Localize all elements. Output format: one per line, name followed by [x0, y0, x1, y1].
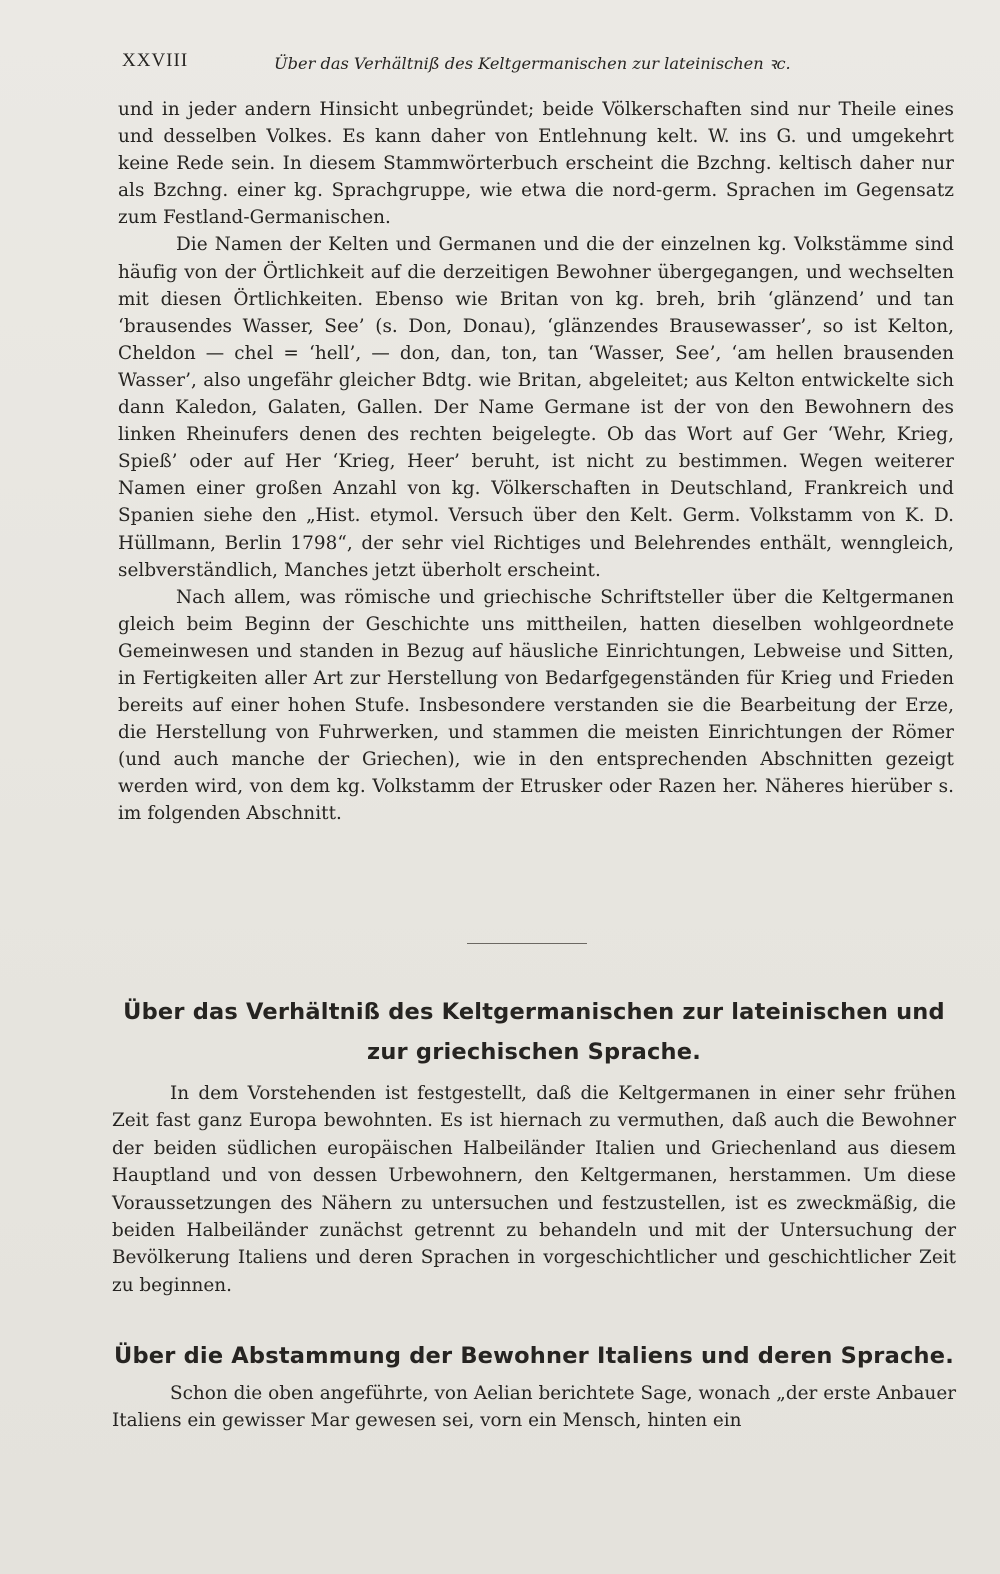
section-abstammung-italien	[112, 1336, 956, 1435]
paragraph-culture: Nach allem, was römische und griechische Schriftsteller über die Keltgermanen gleich beim Beginn der Geschichte uns mittheilen, hatten dieselben wohlgeordnete Gemeinwesen und standen in Bezug auf häusliche Einrichtungen, Lebweise und Sitten, in Fertigkeiten aller Art zur Herstellung von Bedarfgegenständen für Krieg und Frieden bereits auf einer hohen Stufe. Insbesondere verstanden sie die Bearbeitung der Erze, die Herstellung von Fuhrwerken, und stammen die meisten Einrichtungen der Römer (und auch manche der Griechen), wie in den entsprechenden Abschnitten gezeigt werden wird, von dem kg. Volkstamm der Etrusker oder Razen her. Näheres hierüber s. im folgenden Abschnitt.	[118, 586, 954, 825]
section-heading: Über das Verhältniß des Keltgermanischen zur lateinischen und zur griechischen Sprache.	[123, 999, 945, 1065]
section-paragraph: In dem Vorstehenden ist festgestellt, daß die Keltgermanen in einer sehr frühen Zeit fast ganz Europa bewohnten. Es ist hiernach zu vermuthen, daß auch die Bewohner der beiden südlichen europäischen Halbeiländer Italien und Griechenland aus diesem Hauptland und von dessen Urbewohnern, den Keltgermanen, herstammen. Um diese Voraussetzungen des Nähern zu untersuchen und festzustellen, ist es zweckmäßig, die beiden Halbeiländer zunächst getrennt zu behandeln und mit der Untersuchung der Bevölkerung Italiens und deren Sprachen in vorgeschichtlicher und geschichtlicher Zeit zu beginnen.	[112, 1083, 956, 1296]
section-divider	[467, 943, 587, 944]
body-text	[118, 96, 954, 828]
paragraph-names: Die Namen der Kelten und Germanen und die der einzelnen kg. Volkstämme sind häufig von der Örtlichkeit auf die derzeitigen Bewohner übergegangen, und wechselten mit diesen Örtlichkeiten. Ebenso wie Britan von kg. breh, brih ‘glänzend’ und tan ‘brausendes Wasser, See’ (s. Don, Donau), ‘glänzendes Brausewasser’, so ist Kelton, Cheldon — chel = ‘hell’, — don, dan, ton, tan ‘Wasser, See’, ‘am hellen brausenden Wasser’, also ungefähr gleicher Bdtg. wie Britan, abgeleitet; aus Kelton entwickelte sich dann Kaledon, Galaten, Gallen. Der Name Germane ist der von den Bewohnern des linken Rheinufers denen des rechten beigelegte. Ob das Wort auf Ger ‘Wehr, Krieg, Spieß’ oder auf Her ‘Krieg, Heer’ beruht, ist nicht zu bestimmen. Wegen weiterer Namen einer großen Anzahl von kg. Völkerschaften in Deutschland, Frankreich und Spanien siehe den „Hist. etymol. Versuch über den Kelt. Germ. Volkstamm von K. D. Hüllmann, Berlin 1798“, der sehr viel Richtiges und Belehrendes enthält, wenngleich, selbverständlich, Manches jetzt überholt erscheint.	[118, 234, 954, 581]
section-heading: Über die Abstammung der Bewohner Italiens und deren Sprache.	[114, 1343, 954, 1369]
running-head-title: Über das Verhältniß des Keltgermanischen zur lateinischen ꝛc.	[274, 54, 791, 73]
section-paragraph: Schon die oben angeführte, von Aelian berichtete Sage, wonach „der erste Anbauer Italiens ein gewisser Mar gewesen sei, vorn ein Mensch, hinten ein	[112, 1383, 956, 1432]
section-keltgermanisch-latein-griechisch	[112, 992, 956, 1299]
running-head	[122, 44, 822, 80]
page-number: XXVIII	[122, 50, 189, 71]
paragraph-continued: und in jeder andern Hinsicht unbegründet; beide Völkerschaften sind nur Theile eines und desselben Volkes. Es kann daher von Entlehnung kelt. W. ins G. und umgekehrt keine Rede sein. In diesem Stammwörterbuch erscheint die Bzchng. keltisch daher nur als Bzchng. einer kg. Sprachgruppe, wie etwa die nord-germ. Sprachen im Gegensatz zum Festland-Germanischen.	[118, 99, 954, 229]
